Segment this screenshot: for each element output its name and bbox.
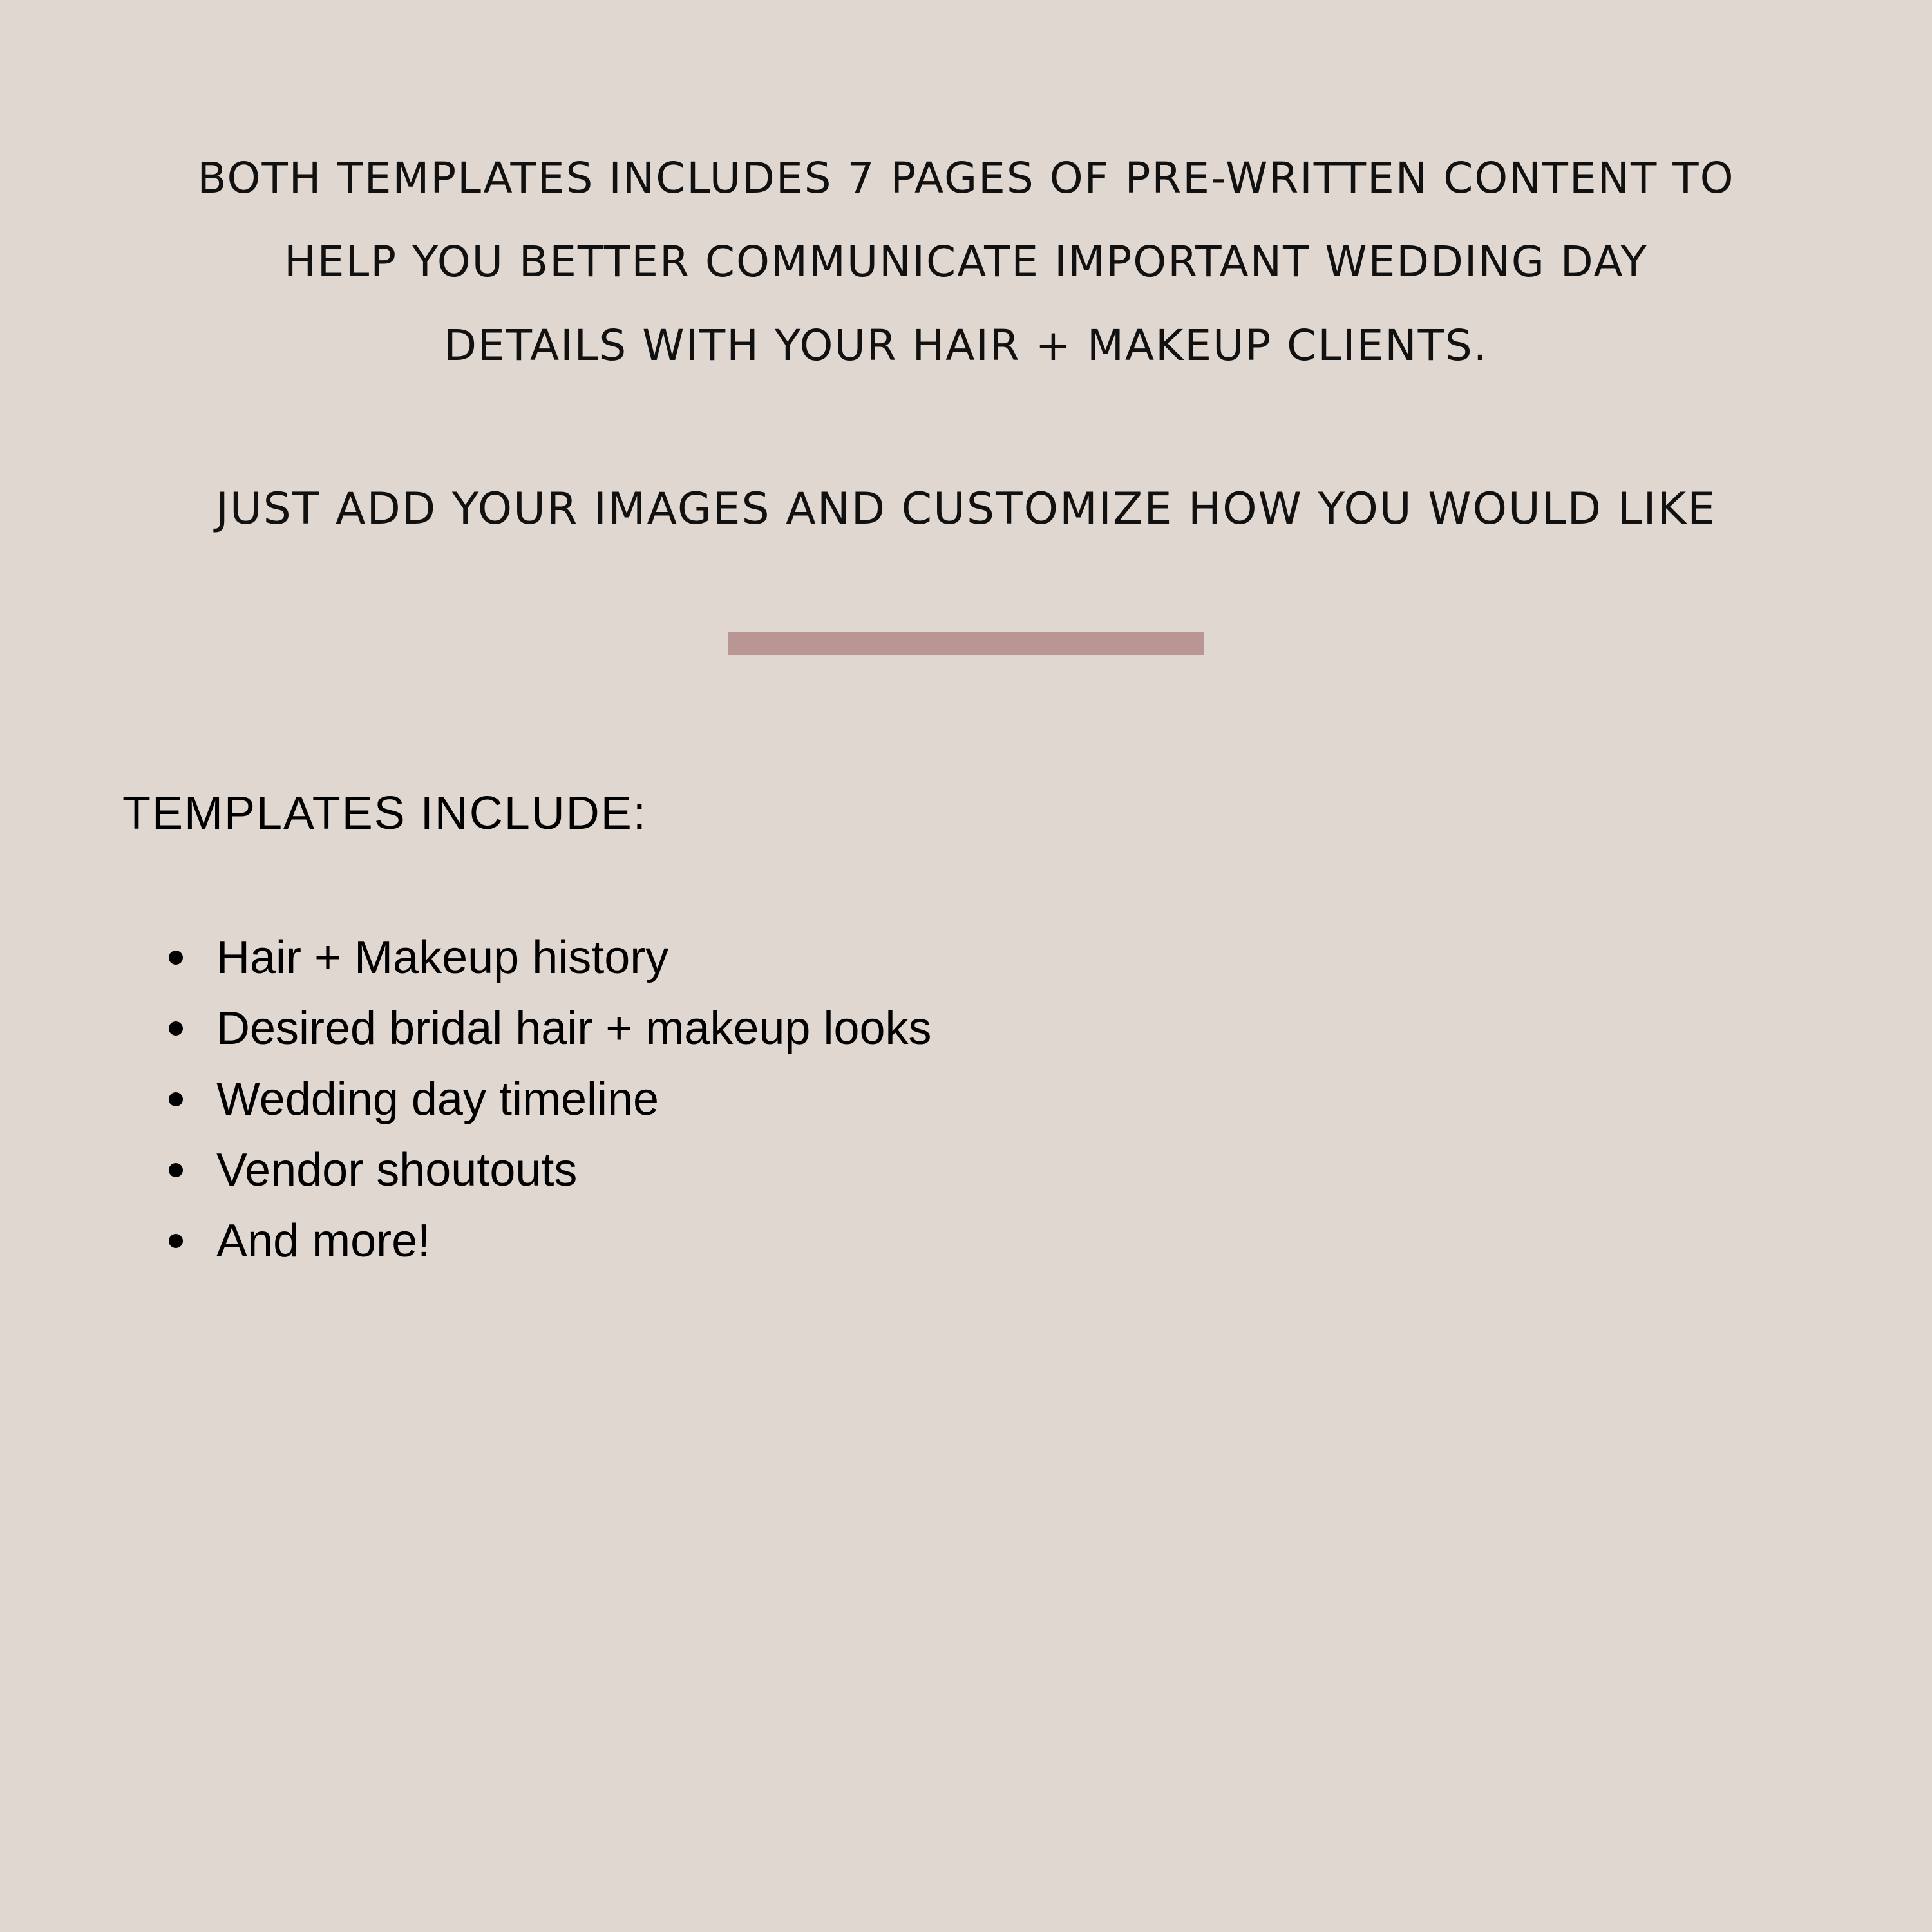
list-item-text: Vendor shoutouts: [216, 1144, 578, 1196]
list-item-text: Hair + Makeup history: [216, 932, 669, 983]
intro-paragraph: [142, 137, 1790, 388]
list-item: [169, 993, 932, 1064]
bullet-icon: [169, 1092, 183, 1106]
intro-line: DETAILS WITH YOUR HAIR + MAKEUP CLIENTS.: [444, 321, 1488, 370]
list-item-text: Wedding day timeline: [216, 1074, 659, 1125]
templates-list: [169, 922, 932, 1276]
list-item-text: Desired bridal hair + makeup looks: [216, 1003, 932, 1054]
divider-bar: [728, 632, 1204, 655]
bullet-icon: [169, 951, 183, 965]
list-item: [169, 1064, 932, 1135]
bullet-icon: [169, 1021, 183, 1036]
list-item: [169, 1135, 932, 1206]
list-item: [169, 922, 932, 993]
bullet-icon: [169, 1234, 183, 1248]
list-item: [169, 1206, 932, 1276]
tagline: JUST ADD YOUR IMAGES AND CUSTOMIZE HOW YOU WOULD LIKE: [215, 484, 1717, 535]
templates-heading: TEMPLATES INCLUDE:: [122, 788, 647, 839]
intro-line: BOTH TEMPLATES INCLUDES 7 PAGES OF PRE-WRITTEN CONTENT TO: [197, 153, 1735, 203]
bullet-icon: [169, 1163, 183, 1177]
list-item-text: And more!: [216, 1215, 431, 1267]
intro-line: HELP YOU BETTER COMMUNICATE IMPORTANT WEDDING DAY: [284, 237, 1648, 287]
